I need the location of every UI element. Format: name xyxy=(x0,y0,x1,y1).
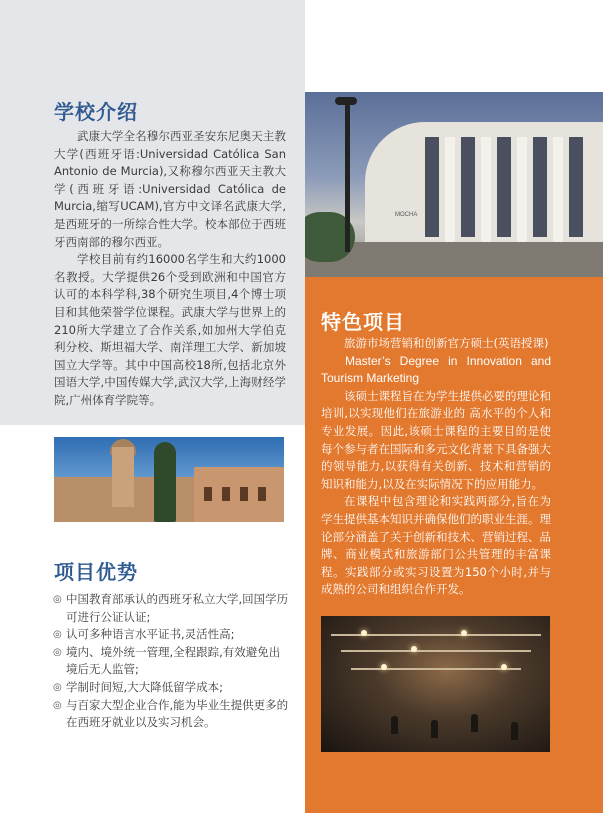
tv-studio-photo xyxy=(321,616,550,752)
university-building-photo xyxy=(305,92,603,277)
program-name-cn: 旅游市场营销和创新官方硕士(英语授课) xyxy=(344,336,549,350)
advantage-item: ◎ 学制时间短,大大降低留学成本; xyxy=(54,679,290,697)
top-right-blank xyxy=(305,0,603,92)
advantage-item: ◎ 认可多种语言水平证书,灵活性高; xyxy=(54,626,290,644)
school-intro-title: 学校介绍 xyxy=(54,100,138,124)
advantage-item: ◎ 境内、境外统一管理,全程跟踪,有效避免出境后无人监管; xyxy=(54,644,290,679)
school-intro-para-1: 武康大学全名穆尔西亚圣安东尼奥天主教大学(西班牙语:Universidad Católica San Antonio de Murcia),又称穆尔西亚天主教大学(西班牙语:Universidad Católica de Murcia,缩写UCAM),官方中文译名武康大学,是西班牙的一所综合性大学。校本部位于西班牙西南部的穆尔西亚。 xyxy=(54,129,286,249)
program-name-en: Master’s Degree in Innovation and Tourism Marketing xyxy=(321,353,551,386)
featured-program-para-2: 在课程中包含理论和实践两部分,旨在为学生提供基本知识并确保他们的职业生涯。理论部分涵盖了关于创新和技术、营销过程、品牌、商业模式和旅游部门公共管理的丰富课程。实践部分或实习设置为150个小时,并与成熟的公司和组织合作开发。 xyxy=(321,494,551,597)
advantage-item: ◎ 中国教育部承认的西班牙私立大学,回国学历可进行公证认证; xyxy=(54,591,290,626)
featured-program-text xyxy=(321,335,551,599)
advantage-item: ◎ 与百家大型企业合作,能为毕业生提供更多的在西班牙就业以及实习机会。 xyxy=(54,697,290,732)
campus-church-photo xyxy=(54,437,284,522)
program-advantages-list xyxy=(54,591,290,732)
program-advantages-title: 项目优势 xyxy=(54,560,138,584)
school-intro-text xyxy=(54,128,286,410)
building-sign: MOCHA xyxy=(395,212,418,218)
school-intro-para-2: 学校目前有约16000名学生和大约1000名教授。大学提供26个受到欧洲和中国官方认可的本科学科,38个研究生项目,4个博士项目和其他荣誉学位课程。武康大学与世界上的210所大学建立了合作关系,如加州大学伯克利分校、斯坦福大学、南洋理工大学、新加坡国立大学等。其中中国高校18所,包括北京外国语大学,中国传媒大学,武汉大学,上海财经学院,广州体育学院等。 xyxy=(54,252,286,407)
featured-program-para-1: 该硕士课程旨在为学生提供必要的理论和培训,以实现他们在旅游业的 高水平的个人和专业发展。因此,该硕士课程的主要目的是使每个参与者在国际和多元文化背景下具备强大的领导能力,以获得有关创新、技术和营销的知识和能力,以及在实际情况下的应用能力。 xyxy=(321,388,551,491)
featured-program-title: 特色项目 xyxy=(321,310,405,334)
